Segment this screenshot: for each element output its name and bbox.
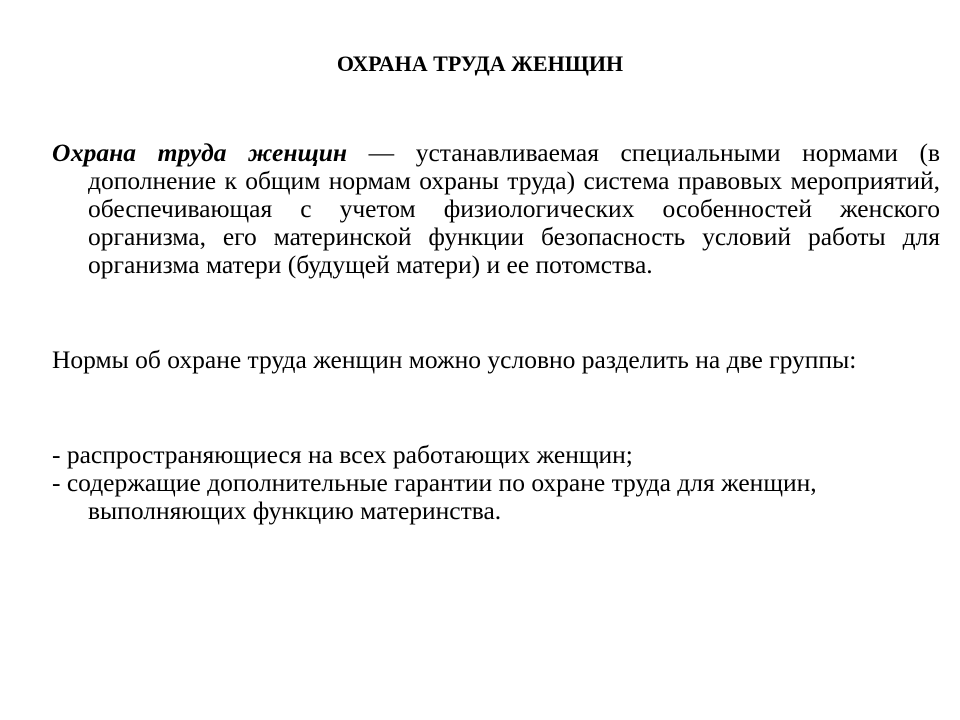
list-item: - содержащие дополнительные гарантии по охране труда для женщин, выполняющих функцию материнства. <box>52 468 817 525</box>
definition-paragraph <box>52 139 940 279</box>
slide-title: ОХРАНА ТРУДА ЖЕНЩИН <box>336 51 624 76</box>
norms-groups-list <box>52 441 904 525</box>
list-item: - распространяющиеся на всех работающих женщин; <box>52 440 633 469</box>
definition-term: Охрана труда женщин <box>52 138 348 167</box>
definition-text: — устанавливаемая специальными нормами (в дополнение к общим нормам охраны труда) система правовых мероприятий, обеспечивающая с учетом физиологических особенностей женского организма, его материнской функции безопасность условий работы для организма матери (будущей матери) и ее потомства. <box>88 138 941 279</box>
norms-intro-paragraph: Нормы об охране труда женщин можно условно разделить на две группы: <box>52 345 857 374</box>
